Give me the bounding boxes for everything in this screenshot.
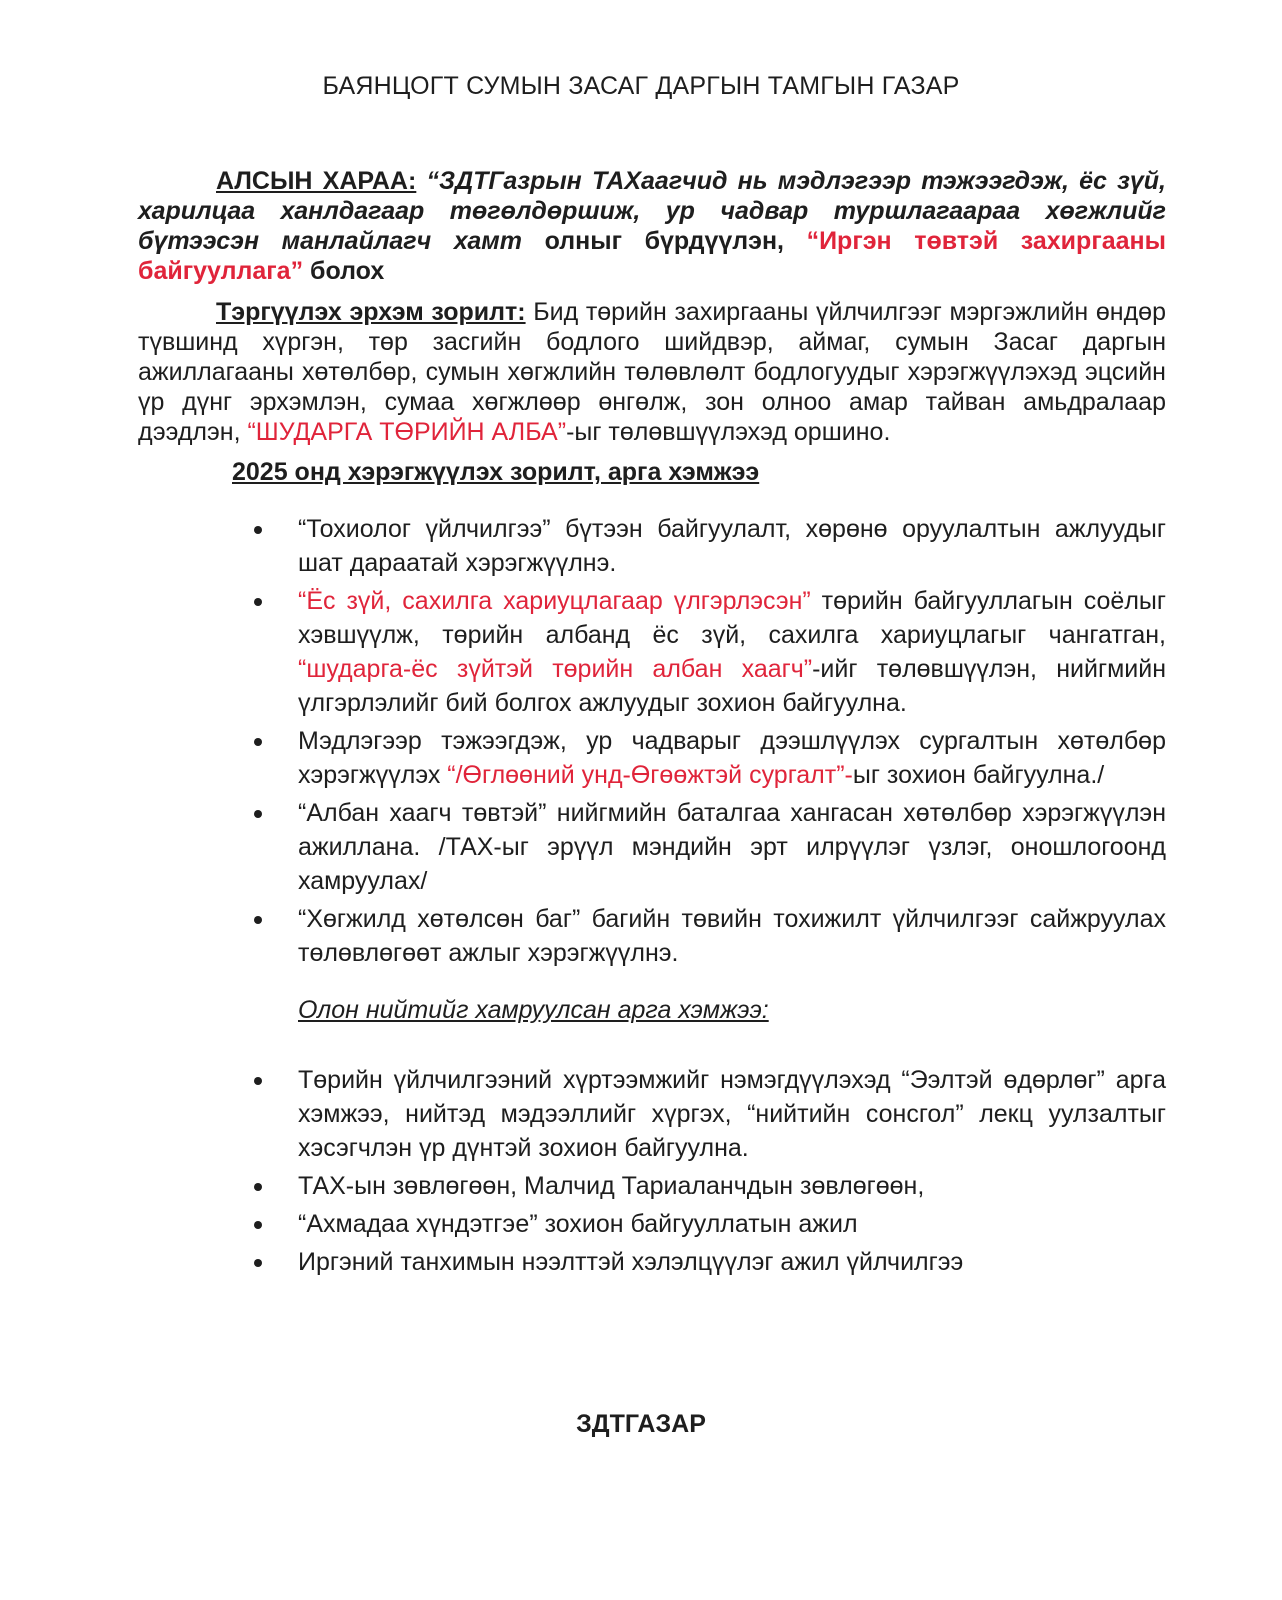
list-item (254, 512, 1166, 580)
bullet-icon (254, 526, 262, 534)
public-item-1-text: Төрийн үйлчилгээний хүртээмжийг нэмэгдүүлэхэд “Ээлтэй өдөрлөг” арга хэмжээ, нийтэд мэдээллийг хүргэх, “нийтийн сонсгол” лекц уулзалтыг хэсэгчлэн үр дүнтэй зохион байгуулна. (298, 1066, 1166, 1162)
public-item-3-text: “Ахмадаа хүндэтгэе” зохион байгууллатын ажил (298, 1210, 858, 1238)
vision-text-normal: олныг бүрдүүлэн, (522, 227, 807, 255)
list-item (254, 1207, 1166, 1241)
goal-item-4-text: “Албан хаагч төвтэй” нийгмийн баталгаа хангасан хөтөлбөр хэрэгжүүлэн ажиллана. /ТАХ-ыг эрүүл мэндийн эрт илрүүлэг үзлэг, оношлогоонд хамруулах/ (298, 799, 1166, 895)
vision-text-italic: “ЗДТГазрын ТАХаагчид нь мэдлэгээр тэжээгдэж, ёс зүй, харилцаа ханлдагаар төгөлдөршиж, ур чадвар туршлагаараа хөгжлийг бүтээсэн манлайлагч хамт (138, 167, 1166, 255)
vision-text-highlight: “Иргэн төвтэй захиргааны байгууллага” (138, 227, 1166, 285)
bullet-icon (254, 1259, 262, 1267)
vision-paragraph (138, 166, 1166, 286)
goal-item-3-highlight: “/Өглөөний унд-Өгөөжтэй сургалт”- (447, 761, 853, 789)
bullet-icon (254, 598, 262, 606)
list-item (254, 584, 1166, 720)
organization-title: БАЯНЦОГТ СУМЫН ЗАСАГ ДАРГЫН ТАМГЫН ГАЗАР (322, 72, 960, 100)
vision-label: АЛСЫН ХАРАА: (216, 167, 417, 195)
goal-item-2-highlight-2: “шударга-ёс зүйтэй төрийн албан хаагч” (298, 655, 813, 683)
bullet-icon (254, 1183, 262, 1191)
priority-text: Бид төрийн захиргааны үйлчилгээг мэргэжлийн өндөр түвшинд хүргэн, төр засгийн бодлого шийдвэр, аймаг, сумын Засаг даргын ажиллагааны хөтөлбөр, сумын хөгжлийн төлөвлөлт бодлогуудыг хэрэгжүүлэхэд эцсийн үр дүнг эрхэмлэн, сумаа хөгжлөөр өнгөлж, зон олноо амар тайван амьдралаар дээдлэн, (138, 298, 1166, 446)
goal-item-3-text-2: ыг зохион байгуулна./ (852, 761, 1105, 789)
list-item (254, 1169, 1166, 1203)
goal-item-2-text-2: -ийг төлөвшүүлэн, нийгмийн үлгэрлэлийг бий болгох ажлуудыг зохион байгуулна. (298, 655, 1166, 717)
goal-item-2-highlight-1: “Ёс зүй, сахилга хариуцлагаар үлгэрлэсэн” (298, 587, 811, 615)
goals-section-title: 2025 онд хэрэгжүүлэх зорилт, арга хэмжээ (232, 458, 760, 486)
priority-paragraph (138, 297, 1166, 447)
priority-label: Тэргүүлэх эрхэм зорилт: (216, 298, 526, 326)
bullet-icon (254, 1221, 262, 1229)
public-section-title: Олон нийтийг хамруулсан арга хэмжээ: (298, 996, 769, 1024)
bullet-icon (254, 1077, 262, 1085)
priority-text-highlight: “ШУДАРГА ТӨРИЙН АЛБА” (247, 418, 567, 446)
bullet-icon (254, 810, 262, 818)
list-item (254, 724, 1166, 792)
list-item (254, 1245, 1166, 1279)
goal-item-2-text-1: төрийн байгууллагын соёлыг хэвшүүлж, төрийн албанд ёс зүй, сахилга хариуцлагыг чангатган, (298, 587, 1166, 649)
bullet-icon (254, 916, 262, 924)
list-item (254, 796, 1166, 898)
goals-list (254, 512, 1166, 974)
footer-signature: ЗДТГАЗАР (576, 1410, 706, 1438)
list-item (254, 1063, 1166, 1165)
bullet-icon (254, 738, 262, 746)
list-item (254, 902, 1166, 970)
goal-item-5-text: “Хөгжилд хөтөлсөн баг” багийн төвийн тохижилт үйлчилгээг сайжруулах төлөвлөгөөт ажлыг хэрэгжүүлнэ. (298, 905, 1166, 967)
public-item-2-text: ТАХ-ын зөвлөгөөн, Малчид Тариаланчдын зөвлөгөөн, (298, 1172, 925, 1200)
goal-item-3-text-1: Мэдлэгээр тэжээгдэж, ур чадварыг дээшлүүлэх сургалтын хөтөлбөр хэрэгжүүлэх (298, 727, 1166, 789)
public-list (254, 1063, 1166, 1283)
public-item-4-text: Иргэний танхимын нээлттэй хэлэлцүүлэг ажил үйлчилгээ (298, 1248, 964, 1276)
priority-text-end: -ыг төлөвшүүлэхэд оршино. (566, 418, 891, 446)
goal-item-1-text: “Тохиолог үйлчилгээ” бүтээн байгуулалт, хөрөнө оруулалтын ажлуудыг шат дараатай хэрэгжүүлнэ. (298, 515, 1166, 577)
vision-text-end: болох (303, 257, 385, 285)
